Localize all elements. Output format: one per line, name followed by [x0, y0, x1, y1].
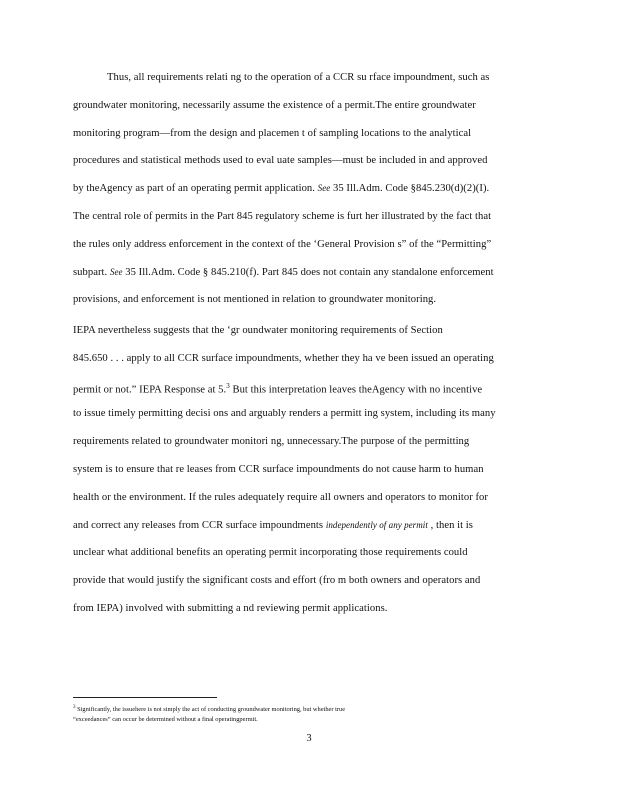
- text-line: to issue timely permitting decisi ons and arguably renders a permitt ing system, including its many: [73, 408, 496, 420]
- text-segment: subpart.: [73, 266, 110, 278]
- footnote-separator: [73, 697, 217, 698]
- footnote-marker: 3: [73, 705, 76, 710]
- text-line: unclear what additional benefits an operating permit incorporating those requirements could: [73, 547, 468, 559]
- page-number: 3: [306, 733, 312, 744]
- text-segment: But this interpretation leaves theAgency with no incentive: [229, 384, 483, 396]
- text-segment: by theAgency as part of an operating permit application.: [73, 183, 318, 195]
- text-line: [73, 373, 543, 401]
- text-line: [73, 512, 543, 540]
- body-paragraph-2: [73, 317, 543, 623]
- footnote-line: [73, 703, 533, 715]
- citation-signal: See: [317, 183, 331, 194]
- text-segment: 35 Ill.Adm. Code §845.230(d)(2)(I).: [330, 183, 490, 195]
- body-paragraph-1: [73, 64, 543, 314]
- text-line: provide that would justify the significant costs and effort (fro m both owners and operators and: [73, 575, 481, 587]
- text-line: from IEPA) involved with submitting a nd reviewing permit applications.: [73, 602, 388, 614]
- text-line: IEPA nevertheless suggests that the ‘gr oundwater monitoring requirements of Section: [73, 325, 443, 336]
- footnote-reference: 3: [226, 381, 230, 390]
- text-line: procedures and statistical methods used to eval uate samples—must be included in and approved: [73, 155, 488, 167]
- text-line: provisions, and enforcement is not mentioned in relation to groundwater monitoring.: [73, 294, 437, 306]
- text-line: requirements related to groundwater monitori ng, unnecessary.The purpose of the permitting: [73, 436, 470, 448]
- text-segment: permit or not.” IEPA Response at 5.: [73, 384, 227, 396]
- citation-signal: See: [109, 266, 123, 277]
- text-line: Thus, all requirements relati ng to the operation of a CCR su rface impoundment, such as: [107, 72, 490, 83]
- text-line: the rules only address enforcement in the context of the ‘General Provision s” of the “Permitting”: [73, 238, 492, 250]
- emphasis-text: independently of any permit: [325, 519, 428, 530]
- text-line: [73, 175, 543, 203]
- text-segment: , then it is: [427, 519, 473, 531]
- footnote-text: Significantly, the issuehere is not simply the act of conducting groundwater monitoring, but whether true: [75, 706, 346, 714]
- text-line: [73, 259, 543, 287]
- text-segment: 35 Ill.Adm. Code § 845.210(f). Part 845 does not contain any standalone enforcement: [122, 266, 494, 278]
- text-line: health or the environment. If the rules adequately require all owners and operators to monitor for: [73, 491, 488, 503]
- footnote-line: “exceedances” can occur be determined without a final operatingpermit.: [73, 716, 258, 724]
- footnote: [73, 703, 533, 725]
- text-line: The central role of permits in the Part 845 regulatory scheme is furt her illustrated by the fact that: [73, 210, 492, 222]
- text-line: monitoring program—from the design and placemen t of sampling locations to the analytical: [73, 127, 472, 139]
- text-line: system is to ensure that re leases from CCR surface impoundments do not cause harm to human: [73, 463, 484, 475]
- text-line: 845.650 . . . apply to all CCR surface impoundments, whether they ha ve been issued an operating: [73, 352, 494, 364]
- text-line: groundwater monitoring, necessarily assume the existence of a permit.The entire groundwater: [73, 99, 476, 111]
- text-segment: and correct any releases from CCR surface impoundments: [73, 519, 326, 531]
